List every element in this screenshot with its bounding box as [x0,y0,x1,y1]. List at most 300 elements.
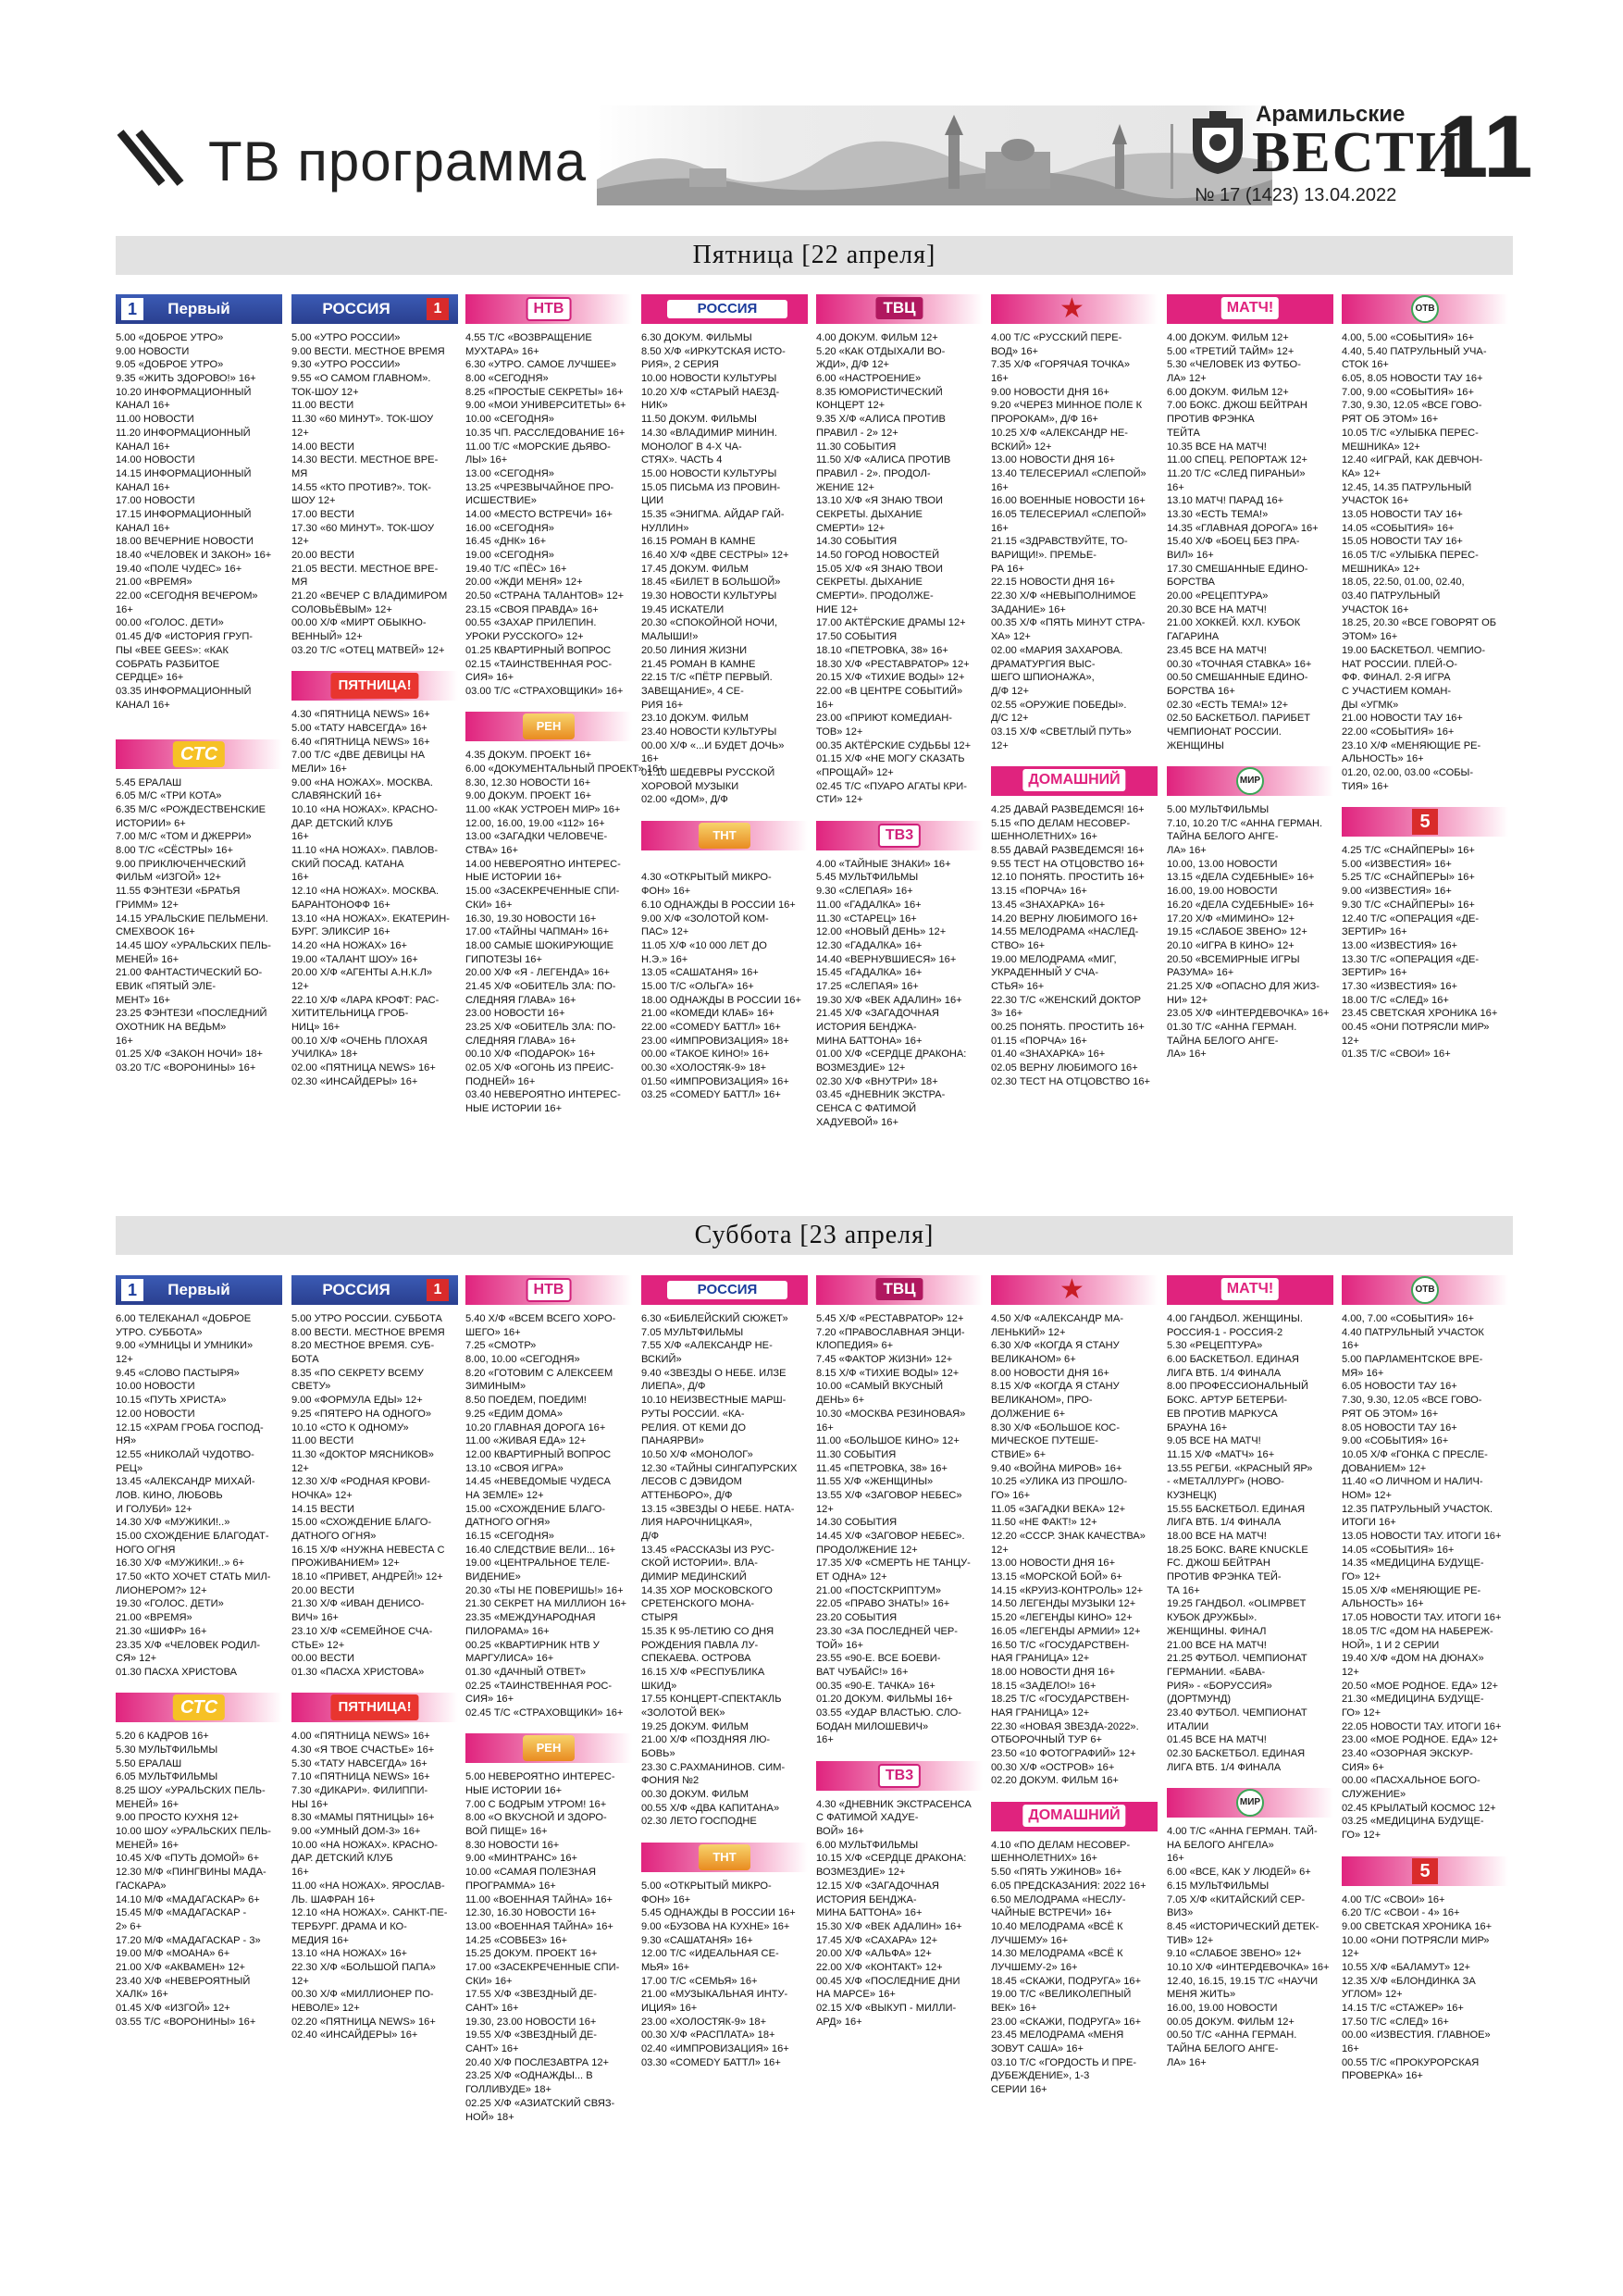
schedule-line: РИЯ», 2 СЕРИЯ [641,359,719,371]
schedule-line: 11.55 Х/Ф «ЖЕНЩИНЫ» [816,1476,934,1488]
schedule-line: СТЯХ». ЧАСТЬ 4 [641,454,723,466]
schedule-line: МЯ» 16+ [1342,1367,1384,1379]
schedule-line: 9.10 «СЛАБОЕ ЗВЕНО» 12+ [1167,1948,1302,1960]
schedule-line: 21.25 Х/Ф «ОПАСНО ДЛЯ ЖИЗ- [1167,980,1320,992]
schedule-line: 16.00 «СЕГОДНЯ» [465,522,554,534]
schedule-line: 21.45 РОМАН В КАМНЕ [641,658,756,670]
schedule-line: 21.45 Х/Ф «ЗАГАДОЧНАЯ [816,1008,939,1020]
schedule-line: 03.40 НЕВЕРОЯТНО ИНТЕРЕС- [465,1089,621,1101]
schedule-line: 3» 16+ [991,1008,1023,1020]
schedule-line: 5.20 6 КАДРОВ 16+ [116,1731,209,1743]
schedule-line: 19.30 «ГОЛОС. ДЕТИ» [116,1598,224,1610]
schedule-line: ПИЛОРАМА» 16+ [465,1625,550,1637]
schedule-line: 20.50 «ВСЕМИРНЫЕ ИГРЫ [1167,953,1300,965]
schedule-line: 00.00 Х/Ф «...И БУДЕТ ДОЧЬ» [641,739,785,751]
schedule-line: 17.30 СМЕШАННЫЕ ЕДИНО- [1167,563,1308,575]
schedule-line: 8.35 ЮМОРИСТИЧЕСКИЙ [816,386,943,398]
schedule-line: 00.35 Х/Ф «ПЯТЬ МИНУТ СТРА- [991,617,1146,629]
schedule-line: 18.10 «ПЕТРОВКА, 38» 16+ [816,644,948,656]
match-channel-logo: МАТЧ! [1167,294,1333,324]
schedule-line: 6.05 НОВОСТИ ТАУ 16+ [1342,1381,1457,1393]
schedule-line: 02.45 Т/С «СТРАХОВЩИКИ» 16+ [465,1706,624,1719]
schedule-line: 12.45, 14.35 ПАТРУЛЬНЫЙ [1342,481,1472,493]
schedule-line: ЛИЕПА», Д/Ф [641,1381,706,1393]
schedule-line: ЛА» 16+ [1167,2056,1207,2068]
schedule-line: 8.35 «ПО СЕКРЕТУ ВСЕМУ [291,1367,424,1379]
schedule-line: 12.00 НОВОСТИ [116,1408,195,1420]
rossiya1-channel-logo: РОССИЯ 1 [291,294,458,324]
schedule-line: 02.30 «ИНСАЙДЕРЫ» 16+ [291,1075,418,1087]
schedule-line: 23.45 СВЕТСКАЯ ХРОНИКА 16+ [1342,1008,1498,1020]
spacer [641,858,808,872]
schedule-line: 23.55 «90-Е. ВСЕ БОЕВИ- [816,1653,941,1665]
schedule-line: МОНОЛОГ В 4-Х ЧА- [641,441,742,453]
schedule-line: 03.45 «ДНЕВНИК ЭКСТРА- [816,1089,946,1101]
schedule-line: 23.25 Х/Ф «ОДНАЖДЫ... В [465,2070,593,2082]
schedule-line: 10.00, 13.00 НОВОСТИ [1167,858,1278,870]
schedule-line: 14.15 УРАЛЬСКИЕ ПЕЛЬМЕНИ. [116,912,268,925]
schedule-line: ТАЙНА БЕЛОГО АНГЕ- [1167,2043,1279,2055]
schedule-line: 14.30 СОБЫТИЯ [816,1517,898,1529]
schedule-line: 9.05 ВСЕ НА МАТЧ! [1167,1435,1261,1447]
schedule-line: НА МАРСЕ» 16+ [816,1989,896,2001]
schedule-line: 21.30 Х/Ф «ИВАН ДЕНИСО- [291,1598,425,1610]
schedule-line: 9.05 «ДОБРОЕ УТРО» [116,359,224,371]
spacer [816,1747,983,1761]
schedule-line: 18.00 Т/С «СЛЕД» 16+ [1342,994,1449,1006]
schedule-line: 23.35 Х/Ф «ЧЕЛОВЕК РОДИЛ- [116,1639,261,1651]
schedule-line: 13.00 «СЕГОДНЯ» [465,467,554,479]
schedule-line: 6.40 «ПЯТНИЦА NEWS» 16+ [291,736,430,748]
schedule-line: 6.30 Х/Ф «КОГДА Я СТАНУ [991,1340,1120,1352]
schedule-line: 16+ [991,373,1009,385]
schedule-line: 4.25 Т/С «СНАЙПЕРЫ» 16+ [1342,845,1475,857]
schedule-line: 16+ [641,753,659,765]
schedule-line: 9.30 «САШАТАНЯ» 16+ [641,1934,753,1946]
schedule-line: 13.10 «НА НОЖАХ» 16+ [291,1948,408,1960]
schedule-line: 20.50 «СТРАНА ТАЛАНТОВ» 12+ [465,590,625,602]
schedule-line: 12.30 «ГАДАЛКА» 16+ [816,939,923,951]
schedule-line: ХАЛК» 16+ [116,1989,168,2001]
schedule-line: 10.10 НЕИЗВЕСТНЫЕ МАРШ- [641,1395,787,1407]
spacer [465,1720,632,1734]
spacer [116,712,282,726]
schedule-line: 13.40 ТЕЛЕСЕРИАЛ «СЛЕПОЙ» [991,467,1146,479]
schedule-line: 6.00 БАСКЕТБОЛ. ЕДИНАЯ [1167,1354,1299,1366]
schedule-line: ЗАДАНИЕ» 16+ [991,603,1066,615]
schedule-line: 10.15 Х/Ф «СЕРДЦЕ ДРАКОНА: [816,1853,967,1865]
schedule-line: УЧАСТОК 16+ [1342,495,1409,507]
schedule-line: 9.00 ВЕСТИ. МЕСТНОЕ ВРЕМЯ [291,345,445,357]
schedule-line: СИЯ» 16+ [465,672,514,684]
schedule-line: 8.20 «ГОТОВИМ С АЛЕКСЕЕМ [465,1367,613,1379]
schedule-line: 03.20 Т/С «ВОРОНИНЫ» 16+ [116,1062,256,1074]
schedule-line: КАНАЛ 16+ [116,522,170,534]
schedule-line: ИСТОРИИ» 6+ [116,817,186,829]
schedule-line: 12.15 «ХРАМ ГРОБА ГОСПОД- [116,1421,264,1433]
schedule-line: 17.05 НОВОСТИ ТАУ. ИТОГИ 16+ [1342,1612,1502,1624]
schedule-line: НАТ РОССИИ. ПЛЕЙ-О- [1342,658,1457,670]
schedule-line: НИК» [641,400,668,412]
schedule-line: 17.45 ДОКУМ. ФИЛЬМ [641,563,749,575]
schedule-line: ЛЬ. ШАФРАН 16+ [291,1893,376,1905]
schedule-line: 14.00 НОВОСТИ [116,454,195,466]
schedule-line: 20.30 ВСЕ НА МАТЧ! [1167,603,1267,615]
schedule-line: ЕВИК «ПЯТЫЙ ЭЛЕ- [116,980,217,992]
schedule-line: 13.30 «ЕСТЬ ТЕМА!» [1167,508,1269,520]
schedule-line: ТАЙНА БЕЛОГО АНГЕ- [1167,1035,1279,1047]
schedule-line: (ДОРТМУНД) [1167,1694,1232,1706]
schedule-line: 16+ [1342,2043,1359,2055]
schedule-line: 10.20 Х/Ф «СТАРЫЙ НАЕЗД- [641,386,780,398]
schedule-line: 00.00 Х/Ф «МИРТ ОБЫКНО- [291,617,427,629]
friday-channel-column [1167,294,1333,1061]
schedule-line: ВЕЛИКАНОМ» 6+ [991,1354,1076,1366]
schedule-line: 10.50 Х/Ф «МОНОЛОГ» [641,1448,753,1460]
perviy-channel-logo: 1 Первый [116,294,282,324]
schedule-line: 18.00 НОВОСТИ ДНЯ 16+ [991,1666,1116,1678]
schedule-line: 18.00 ВСЕ НА МАТЧ! [1167,1531,1267,1542]
ntv-channel-logo: НТВ [465,294,632,324]
schedule-line: ТЕЙТА [1167,427,1200,439]
schedule-line: 14.15 ВЕСТИ [291,1503,355,1515]
page-number: 11 [1439,97,1533,196]
schedule-line: ИСТОРИЯ БЕНДЖА- [816,1022,917,1033]
schedule-line: 03.30 «COMEDY БАТТЛ» 16+ [641,2056,781,2068]
publication-name-main: ВЕСТИ [1252,121,1463,184]
schedule-line: 10.35 ЧП. РАССЛЕДОВАНИЕ 16+ [465,427,626,439]
schedule-line: НЫЕ ИСТОРИИ 16+ [465,1785,563,1796]
schedule-line: МЕШНИКА» 12+ [1342,441,1420,453]
spacer [641,1829,808,1843]
schedule-line: 6.00 ТЕЛЕКАНАЛ «ДОБРОЕ [116,1313,252,1324]
schedule-line: 00.25 «КВАРТИРНИК НТВ У [465,1639,600,1651]
schedule-line: 22.30 Т/С «ЖЕНСКИЙ ДОКТОР [991,994,1142,1006]
schedule-line: 00.10 Х/Ф «ОЧЕНЬ ПЛОХАЯ [291,1035,427,1047]
schedule-line: 17.55 КОНЦЕРТ-СПЕКТАКЛЬ [641,1694,782,1706]
schedule-line: 23.50 «10 ФОТОГРАФИЙ» 12+ [991,1748,1136,1759]
schedule-line: 23.00 «МОЕ РОДНОЕ. ЕДА» 12+ [1342,1734,1499,1746]
schedule-line: 20.00 ВЕСТИ [291,550,355,561]
schedule-line: 19.40 Х/Ф «ДОМ НА ДЮНАХ» [1342,1653,1484,1665]
schedule-line: 4.00 Т/С «СВОИ» 16+ [1342,1893,1445,1905]
schedule-line: 9.00 ПРОСТО КУХНЯ 12+ [116,1812,240,1824]
schedule-line: ТАЙНА БЕЛОГО АНГЕ- [1167,831,1279,843]
schedule-line: 8.05 НОВОСТИ ТАУ 16+ [1342,1421,1457,1433]
schedule-line: ТОВ» 12+ [816,726,863,738]
schedule-line: 22.30 «НОВАЯ ЗВЕЗДА-2022». [991,1720,1139,1732]
schedule-line: 6.00 «НАСТРОЕНИЕ» [816,373,922,385]
schedule-line: 12.20 «СССР. ЗНАК КАЧЕСТВА» [991,1531,1146,1542]
schedule-line: МИНА БАТТОНА» 16+ [816,1907,923,1919]
schedule-line: ИСШЕСТВИЕ» [465,495,537,507]
schedule-line: 4.00 «ТАЙНЫЕ ЗНАКИ» 16+ [816,858,951,870]
schedule-line: 03.55 «УДАР ВЛАСТЬЮ. СЛО- [816,1706,961,1719]
schedule-line: 12.35 ПАТРУЛЬНЫЙ УЧАСТОК. [1342,1503,1493,1515]
schedule-line: 13.55 Х/Ф «ЗАГОВОР НЕБЕС» [816,1489,962,1501]
schedule-line: СТВО» 16+ [991,939,1046,951]
schedule-line: FC. ДЖОШ БЕЙТРАН [1167,1558,1270,1570]
schedule-line: НА ЗЕМЛЕ» 12+ [465,1489,544,1501]
schedule-line: 7.20 «ПРАВОСЛАВНАЯ ЭНЦИ- [816,1326,965,1338]
schedule-line: 8.00, 10.00 «СЕГОДНЯ» [465,1354,580,1366]
schedule-line: ЧАЙНЫЕ ВСТРЕЧИ» 16+ [991,1907,1112,1919]
tv3-channel-logo: ТВ3 [816,1761,983,1791]
schedule-line: 02.30 ТЕСТ НА ОТЦОВСТВО 16+ [991,1075,1151,1087]
schedule-line: 18.00 САМЫЕ ШОКИРУЮЩИЕ [465,939,613,951]
schedule-line: 13.55 РЕГБИ. «КРАСНЫЙ ЯР» [1167,1462,1313,1474]
schedule-line: 13.05 НОВОСТИ ТАУ. ИТОГИ 16+ [1342,1531,1502,1542]
schedule-line: ЛИГА ВТБ. 1/4 ФИНАЛА [1167,1367,1282,1379]
schedule-line: КАНАЛ 16+ [116,441,170,453]
schedule-line: 01.30 Т/С «АННА ГЕРМАН. [1167,1022,1297,1033]
five-channel-logo: 5 [1342,1856,1508,1886]
ren-channel-logo: РЕН [465,1733,632,1763]
schedule-line: 14.50 ЛЕГЕНДЫ МУЗЫКИ 12+ [991,1598,1136,1610]
schedule-line: 14.05 «СОБЫТИЯ» 16+ [1342,522,1455,534]
saturday-channel-column [816,1275,983,2029]
friday-channel-column [291,294,458,1088]
schedule-line: 01.10 ШЕДЕВРЫ РУССКОЙ [641,767,775,778]
schedule-line: НАЯ ГРАНИЦА» 12+ [991,1706,1090,1719]
spacer [1167,1774,1333,1788]
schedule-line: 5.45 ОДНАЖДЫ В РОССИИ 16+ [641,1907,796,1919]
schedule-line: 14.30 МЕЛОДРАМА «ВСЁ К [991,1948,1123,1960]
schedule-line: 7.30 «ДИКАРИ». ФИЛИППИ- [291,1785,428,1796]
schedule-line: КУЗНЕЦК) [1167,1489,1217,1501]
spacer [116,726,282,739]
schedule-line: 5.45 Х/Ф «РЕСТАВРАТОР» 12+ [816,1313,964,1324]
schedule-line: 21.00 «ВРЕМЯ» [116,577,192,589]
schedule-line: 00.30 «ХОЛОСТЯК-9» 18+ [641,1062,767,1074]
schedule-line: ЖЕНЩИНЫ [1167,739,1224,751]
schedule-line: ШЕННОЛЕТНИХ» 16+ [991,1853,1098,1865]
schedule-line: 03.15 Х/Ф «СВЕТЛЫЙ ПУТЬ» [991,726,1132,738]
schedule-line: БОКС. АРТУР БЕТЕРБИ- [1167,1395,1288,1407]
schedule-line: 14.00 НЕВЕРОЯТНО ИНТЕРЕС- [465,858,621,870]
schedule-line: 18.45 «БИЛЕТ В БОЛЬШОЙ» [641,577,781,589]
schedule-line: 15.00 «СХОЖДЕНИЕ БЛАГО- [291,1517,432,1529]
schedule-line: 12+ [291,980,309,992]
spacer [1167,752,1333,766]
schedule-line: 12.30 Х/Ф «РОДНАЯ КРОВИ- [291,1476,430,1488]
schedule-line: 11.45 «ПЕТРОВКА, 38» 16+ [816,1462,948,1474]
schedule-line: 19.00 Т/С «ВЕЛИКОЛЕПНЫЙ [991,1989,1132,2001]
zvezda-channel-logo: ★ [991,294,1158,324]
schedule-line: РИЯ» - «БОРУССИЯ» [1167,1680,1272,1692]
friday-channel-column [641,294,808,1102]
schedule-line: 7.00, 9.00 «СОБЫТИЯ» 16+ [1342,386,1474,398]
schedule-line: 13.15 «ЗВЕЗДЫ О НЕБЕ. НАТА- [641,1503,795,1515]
schedule-line: 13.45 «АЛЕКСАНДР МИХАЙ- [116,1476,255,1488]
schedule-line: 14.00 «МЕСТО ВСТРЕЧИ» 16+ [465,508,613,520]
schedule-line: 4.40, 5.40 ПАТРУЛЬНЫЙ УЧА- [1342,345,1487,357]
schedule-line: 17.20 М/Ф «МАДАГАСКАР - 3» [116,1934,261,1946]
schedule-line: 23.30 «ЗА ПОСЛЕДНЕЙ ЧЕР- [816,1625,958,1637]
schedule-line: 00.05 ДОКУМ. ФИЛЬМ 12+ [1167,2016,1295,2028]
friday-channel-column [116,294,282,1075]
schedule-line: 14.30 ВЕСТИ. МЕСТНОЕ ВРЕ- [291,454,439,466]
schedule-line: 02.45 Т/С «ПУАРО АГАТЫ КРИ- [816,780,967,792]
schedule-line: 16.00, 19.00 НОВОСТИ [1167,2003,1278,2014]
schedule-line: 16+ [291,1867,309,1879]
schedule-line: 03.20 Т/С «ОТЕЦ МАТВЕЙ» 12+ [291,644,445,656]
schedule-line: 22.00 «COMEDY БАТТЛ» 16+ [641,1022,781,1033]
schedule-line: 9.00 «УМНЫЙ ДОМ-3» 16+ [291,1826,421,1838]
schedule-line: 21.45 Х/Ф «ОБИТЕЛЬ ЗЛА: ПО- [465,980,616,992]
schedule-line: 4.00 «ПЯТНИЦА NEWS» 16+ [291,1731,430,1743]
schedule-line: 23.40 ФУТБОЛ. ЧЕМПИОНАТ [1167,1706,1307,1719]
schedule-line: 01.45 Х/Ф «ИЗГОЙ» 12+ [116,2003,230,2014]
schedule-line: 01.30 «ПАСХА ХРИСТОВА» [291,1666,425,1678]
schedule-line: 9.00 НОВОСТИ ДНЯ 16+ [991,386,1109,398]
schedule-line: СЕРДЦЕ» 16+ [116,672,184,684]
schedule-line: 17.25 «СЛЕПАЯ» 16+ [816,980,919,992]
schedule-line: 20.00 Х/Ф «Я - ЛЕГЕНДА» 16+ [465,967,610,979]
schedule-line: 21.00 «ПОСТСКРИПТУМ» [816,1584,942,1596]
schedule-line: ГАСКАРА» [116,1880,167,1892]
schedule-line: НОГО ОГНЯ [116,1544,176,1556]
schedule-line: МЬЯ» 16+ [641,1961,690,1973]
schedule-line: 4.35 ДОКУМ. ПРОЕКТ 16+ [465,750,592,762]
spacer [991,1788,1158,1802]
schedule-line: УЧИЛКА» 18+ [291,1049,358,1061]
schedule-line: 4.30 «Я ТВОЕ СЧАСТЬЕ» 16+ [291,1744,435,1756]
dom-channel-logo: ДОМАШНИЙ [991,766,1158,796]
schedule-line: 6.05, 8.05 НОВОСТИ ТАУ 16+ [1342,373,1483,385]
schedule-line: 02.00 «ДОМ», Д/Ф [641,794,728,806]
schedule-line: 10.55 Х/Ф «БАЛАМУТ» 12+ [1342,1961,1471,1973]
schedule-line: ИЦИЯ» 16+ [641,2003,698,2014]
double-slash-icon [116,128,180,192]
schedule-line: МАЛЫШИ!» [641,631,699,643]
schedule-line: 2» 6+ [116,1920,142,1932]
schedule-line: 17.30 «60 МИНУТ». ТОК-ШОУ [291,522,434,534]
schedule-line: 4.50 Х/Ф «АЛЕКСАНДР МА- [991,1313,1124,1324]
schedule-line: МАРГУЛИСА» 16+ [465,1653,554,1665]
schedule-line: ЛИГА ВТБ. 1/4 ФИНАЛА [1167,1517,1282,1529]
saturday-channel-column [641,1275,808,2069]
schedule-line: 9.25 «ЕДИМ ДОМА» [465,1408,564,1420]
schedule-line: СКИ» 16+ [465,1975,513,1987]
schedule-line: 11.00 «ЖИВАЯ ЕДА» 12+ [465,1435,587,1447]
schedule-line: СЕРИИ 16+ [991,2084,1047,2096]
schedule-line: ШОУ 12+ [291,495,336,507]
schedule-line: СЛЕДНЯЯ ГЛАВА» 16+ [465,994,576,1006]
schedule-line: 11.00 «БОЛЬШОЕ КИНО» 12+ [816,1435,960,1447]
schedule-line: 02.30 ЛЕТО ГОСПОДНЕ [641,1816,757,1828]
schedule-line: 14.20 «НА НОЖАХ» 16+ [291,939,408,951]
schedule-line: 17.50 Т/С «СЛЕД» 16+ [1342,2016,1449,2028]
schedule-line: 11.50 ДОКУМ. ФИЛЬМЫ [641,414,757,426]
schedule-line: 16+ [1167,1853,1184,1865]
schedule-line: 00.35 АКТЁРСКИЕ СУДЬБЫ 12+ [816,739,972,751]
schedule-line: 02.15 Х/Ф «ВЫКУП - МИЛЛИ- [816,2003,957,2014]
schedule-line: СПЕКАЕВА. ОСТРОВА [641,1653,751,1665]
schedule-line: 20.10 «ИГРА В КИНО» 12+ [1167,939,1295,951]
schedule-line: 8.15 Х/Ф «ТИХИЕ ВОДЫ» 12+ [816,1367,960,1379]
schedule-line: 19.40 Т/С «ПЁС» 16+ [465,563,567,575]
schedule-line: 23.10 Х/Ф «СЕМЕЙНОЕ СЧА- [291,1625,433,1637]
saturday-channel-column [116,1275,282,2029]
schedule-line: 14.45 «НЕВЕДОМЫЕ ЧУДЕСА [465,1476,611,1488]
schedule-line: 23.20 СОБЫТИЯ [816,1612,898,1624]
schedule-line: 12.00 КВАРТИРНЫЙ ВОПРОС [465,1448,612,1460]
schedule-line: 19.25 ГАНДБОЛ. «OLIMPBET [1167,1598,1307,1610]
schedule-line: 15.55 БАСКЕТБОЛ. ЕДИНАЯ [1167,1503,1306,1515]
schedule-line: 7.00 БОКС. ДЖОШ БЕЙТРАН [1167,400,1307,412]
schedule-line: 7.30, 9.30, 12.05 «ВСЕ ГОВО- [1342,1395,1482,1407]
schedule-line: 16+ [116,1035,133,1047]
schedule-line: 01.45 ВСЕ НА МАТЧ! [1167,1734,1267,1746]
schedule-line: 16.20 «ДЕЛА СУДЕБНЫЕ» 16+ [1167,899,1315,911]
schedule-line: 11.00 ВЕСТИ [291,1435,354,1447]
schedule-line: САНТ» 16+ [465,2043,519,2055]
schedule-line: 21.20 «ВЕЧЕР С ВЛАДИМИРОМ [291,590,448,602]
schedule-line: 9.30 Т/С «СНАЙПЕРЫ» 16+ [1342,899,1475,911]
schedule-line: 10.00 «НА НОЖАХ». КРАСНО- [291,1839,438,1851]
schedule-line: СИЯ» 6+ [1342,1761,1384,1773]
schedule-line: НИЕ 12+ [816,603,859,615]
schedule-line: СЛАВЯНСКИЙ 16+ [291,790,382,802]
schedule-line: СТЬЯ» 16+ [991,980,1045,992]
schedule-line: 13.10 «СВОЯ ИГРА» [465,1462,564,1474]
schedule-line: ПРОГРАММА» 16+ [465,1880,556,1892]
schedule-line: 00.50 СМЕШАННЫЕ ЕДИНО- [1167,672,1308,684]
schedule-line: 02.30 «ЕСТЬ ТЕМА!» 12+ [1167,699,1289,711]
schedule-line: 18.25 Т/С «ГОСУДАРСТВЕН- [991,1694,1130,1706]
schedule-line: 16.40 Х/Ф «ДВЕ СЕСТРЫ» 12+ [641,550,789,561]
schedule-line: 00.30 «ТОЧНАЯ СТАВКА» 16+ [1167,658,1312,670]
schedule-line: СВЕТУ» [291,1381,331,1393]
schedule-line: 5.20 «КАК ОТДЫХАЛИ ВО- [816,345,946,357]
schedule-line: СМЕРТИ». ПРОДОЛЖЕ- [816,590,934,602]
schedule-line: ТОК-ШОУ 12+ [291,386,359,398]
schedule-line: 15.45 «ГАДАЛКА» 16+ [816,967,923,979]
schedule-line: Н.Э.» 16+ [641,953,688,965]
schedule-line: 15.00 «ЗАСЕКРЕЧЕННЫЕ СПИ- [465,886,620,898]
schedule-line: 5.00 «ОТКРЫТЫЙ МИКРО- [641,1880,772,1892]
schedule-line: ЛЕСОВ С ДЭВИДОМ [641,1476,742,1488]
schedule-line: 01.20 ДОКУМ. ФИЛЬМЫ 16+ [816,1694,953,1706]
schedule-line: МЕНЕЙ» 16+ [116,953,180,965]
spacer [291,658,458,672]
schedule-line: 14.25 «СОВБЕЗ» 16+ [465,1934,568,1946]
schedule-line: 23.00 «ХОЛОСТЯК-9» 18+ [641,2016,767,2028]
friday-channel-column [1342,294,1508,1061]
schedule-line: 20.00 Х/Ф «АГЕНТЫ А.Н.К.Л» [291,967,433,979]
schedule-line: 01.45 Д/Ф «ИСТОРИЯ ГРУП- [116,631,253,643]
schedule-line: 22.05 «ПРАВО ЗНАТЬ!» 16+ [816,1598,950,1610]
schedule-line: УРОКИ РУССКОГО» 12+ [465,631,584,643]
schedule-line: 00.30 ДОКУМ. ФИЛЬМ [641,1789,749,1801]
schedule-line: 5.00 «ТАТУ НАВСЕГДА» 16+ [291,722,427,734]
schedule-line: 00.35 «90-Е. ТАЧКА» 16+ [816,1680,935,1692]
schedule-line: ХОРОВОЙ МУЗЫКИ [641,780,739,792]
schedule-line: 7.00 С БОДРЫМ УТРОМ! 16+ [465,1798,607,1810]
schedule-line: БОТА [291,1354,319,1366]
schedule-line: РЕЦ» [116,1462,143,1474]
schedule-line: УГЛОМ» 12+ [1342,1989,1403,2001]
schedule-line: 13.45 «ЗНАХАРКА» 16+ [991,899,1106,911]
pyat-channel-logo: ПЯТНИЦА! [291,1693,458,1722]
schedule-line: ПОДНЕЙ» 16+ [465,1075,536,1087]
schedule-line: РАЗУМА» 16+ [1167,967,1234,979]
schedule-line: 13.45 «РАССКАЗЫ ИЗ РУС- [641,1544,774,1556]
schedule-line: ФИЛЬМ «ИЗГОЙ» 12+ [116,872,221,884]
schedule-line: 16.00, 19.00 НОВОСТИ [1167,886,1278,898]
schedule-line: ВИЧ» 16+ [291,1612,339,1624]
